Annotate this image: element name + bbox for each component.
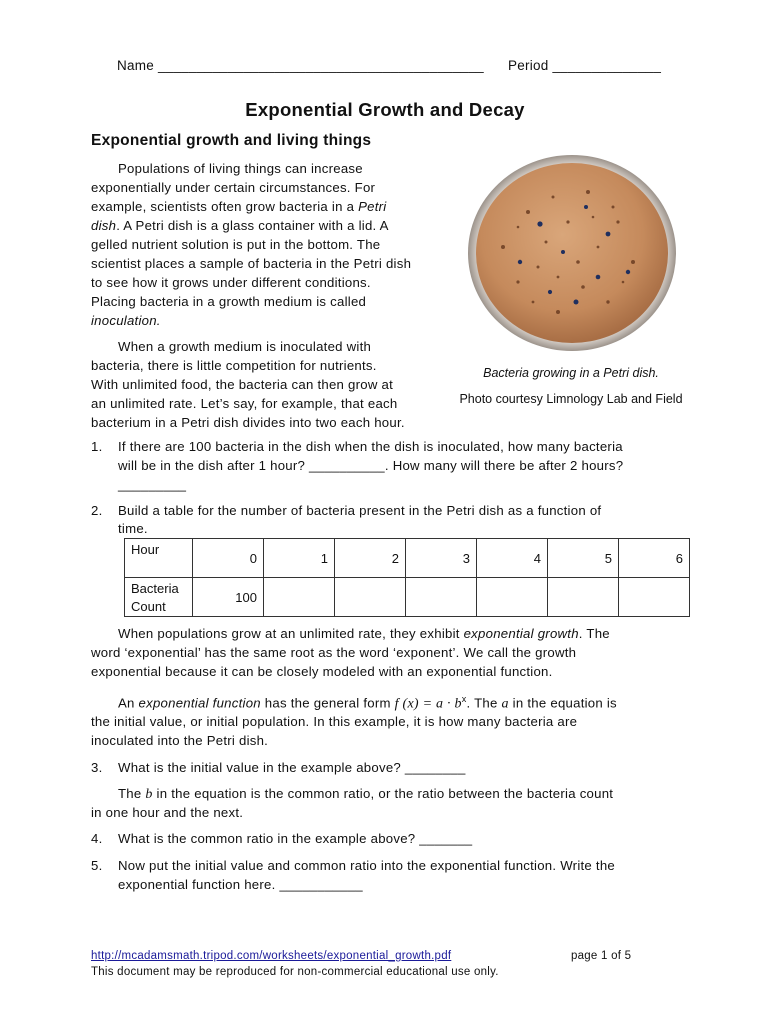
text-line: inoculated into the Petri dish. — [91, 733, 269, 748]
text-line: An exponential function has the general form f $(x) = a \cdot b^x$. The a in the equation is — [118, 694, 617, 712]
page-number: page 1 of 5 — [571, 950, 632, 962]
petri-dish-photo — [458, 152, 684, 356]
table-cell: 100 — [193, 578, 264, 617]
question-text: What is the initial value in the example above? ________ — [118, 760, 466, 775]
question-text: will be in the dish after 1 hour? __________. How many will there be after 2 hours? — [118, 458, 624, 473]
table-cell[interactable] — [477, 578, 548, 617]
question-text: If there are 100 bacteria in the dish when the dish is inoculated, how many bacteria — [118, 439, 623, 454]
text-line: scientist places a sample of bacteria in the Petri dish — [91, 256, 412, 271]
table-cell[interactable] — [406, 578, 477, 617]
answer-blank: _________ — [118, 477, 187, 492]
table-row — [125, 578, 690, 617]
name-blank: __________________________________________ — [158, 58, 484, 73]
text-line: example, scientists often grow bacteria in a Petri — [91, 199, 387, 214]
table-cell[interactable] — [264, 578, 335, 617]
table-cell: 0 — [193, 539, 264, 578]
table-cell[interactable] — [548, 578, 619, 617]
formula: f (x) = a · b — [394, 696, 462, 712]
question-number: 4. — [91, 831, 103, 846]
text-line: Populations of living things can increase — [118, 161, 363, 176]
table-header-cell: Bacteria Count — [125, 578, 193, 617]
text-line: The b in the equation is the common ratio, or the ratio between the bacteria count — [118, 786, 614, 802]
figure-credit: Photo courtesy Limnology Lab and Field — [459, 392, 683, 406]
text-line: exponentially under certain circumstances. For — [91, 180, 376, 195]
text-line: When populations grow at an unlimited rate, they exhibit exponential growth. The — [118, 626, 610, 641]
period-blank: ______________ — [552, 58, 662, 73]
question-text: What is the common ratio in the example above? _______ — [118, 831, 473, 846]
table-cell: 6 — [619, 539, 690, 578]
period-field-label: Period ______________ — [508, 58, 662, 73]
name-field-label: Name __________________________________________ — [117, 58, 484, 73]
text-line: bacteria, there is little competition for nutrients. — [91, 358, 377, 373]
question-number: 2. — [91, 503, 103, 518]
text-line: word ‘exponential’ has the same root as the word ‘exponent’. We call the growth — [91, 645, 577, 660]
text-line: Placing bacteria in a growth medium is called — [91, 294, 367, 309]
page-title: Exponential Growth and Decay — [245, 99, 525, 120]
text-line: an unlimited rate. Let’s say, for example, that each — [91, 396, 398, 411]
figure-caption: Bacteria growing in a Petri dish. — [483, 366, 659, 380]
text-line: With unlimited food, the bacteria can then grow at — [91, 377, 394, 392]
text-line: When a growth medium is inoculated with — [118, 339, 372, 354]
question-text: time. — [118, 521, 148, 536]
source-link[interactable]: http://mcadamsmath.tripod.com/worksheets/exponential_growth.pdf — [91, 950, 452, 962]
text-line: inoculation. — [91, 313, 161, 328]
text-line: the initial value, or initial population. In this example, it is how many bacteria are — [91, 714, 578, 729]
usage-note: This document may be reproduced for non-commercial educational use only. — [91, 966, 499, 978]
question-text: exponential function here. ___________ — [118, 877, 363, 892]
table-cell: 4 — [477, 539, 548, 578]
table-cell: 2 — [335, 539, 406, 578]
text-line: in one hour and the next. — [91, 805, 244, 820]
table-row — [125, 539, 690, 578]
table-cell[interactable] — [619, 578, 690, 617]
question-number: 5. — [91, 858, 103, 873]
table-header-cell: Hour — [125, 539, 193, 578]
question-text: Now put the initial value and common ratio into the exponential function. Write the — [118, 858, 615, 873]
text-line: to see how it grows under different conditions. — [91, 275, 371, 290]
table-cell: 1 — [264, 539, 335, 578]
question-text: Build a table for the number of bacteria present in the Petri dish as a function of — [118, 503, 602, 518]
text-line: gelled nutrient solution is put in the bottom. The — [91, 237, 381, 252]
table-cell: 5 — [548, 539, 619, 578]
text-line: dish. A Petri dish is a glass container with a lid. A — [91, 218, 389, 233]
question-number: 1. — [91, 439, 103, 454]
question-number: 3. — [91, 760, 103, 775]
table-cell: 3 — [406, 539, 477, 578]
text-line: exponential because it can be closely modeled with an exponential function. — [91, 664, 553, 679]
table-cell[interactable] — [335, 578, 406, 617]
bacteria-table — [124, 538, 690, 617]
text-line: bacterium in a Petri dish divides into two each hour. — [91, 415, 405, 430]
section-title: Exponential growth and living things — [91, 132, 372, 149]
